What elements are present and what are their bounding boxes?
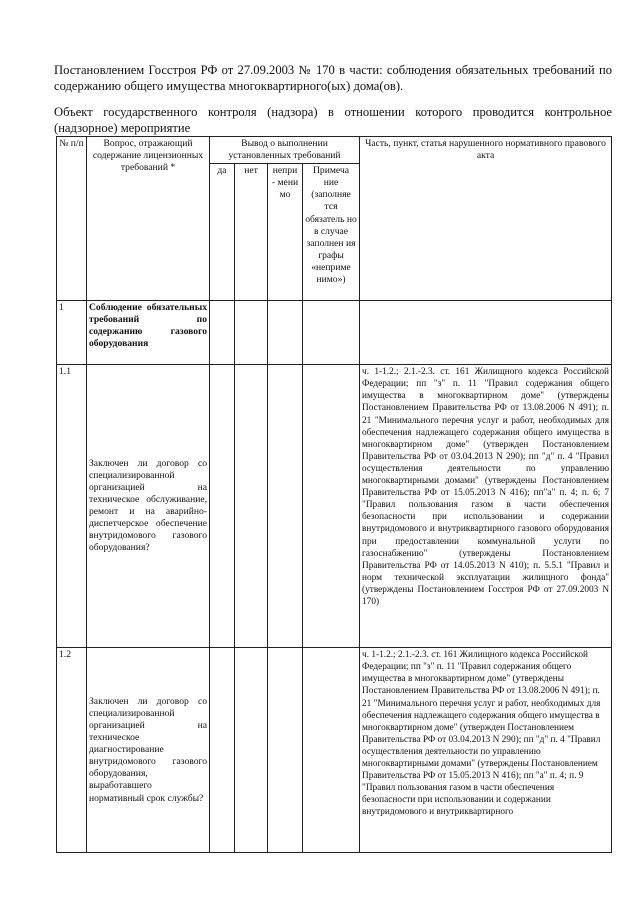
cell-yes — [210, 365, 235, 648]
table-header-row — [57, 137, 612, 164]
row-question: Заключен ли договор со специализированной организацией на техническое обслуживание, ремонт и на аварийно-диспетчерское обеспечение внутридомового газового оборудования? — [87, 365, 210, 648]
cell-note — [303, 365, 360, 648]
row-question: Соблюдение обязательных требований по содержанию газового оборудования — [87, 301, 210, 365]
row-num: 1 — [57, 301, 87, 365]
cell-not-applicable — [268, 301, 303, 365]
cell-no — [235, 301, 268, 365]
cell-note — [303, 301, 360, 365]
row-law — [360, 301, 612, 365]
table-row — [57, 648, 612, 853]
header-no: нет — [235, 164, 268, 301]
table-row — [57, 301, 612, 365]
row-num: 1.2 — [57, 648, 87, 853]
header-not-applicable: непри - мени мо — [268, 164, 303, 301]
header-law: Часть, пункт, статья нарушенного нормативного правового акта — [360, 137, 612, 301]
row-num: 1.1 — [57, 365, 87, 648]
header-note: Примеча ние (заполняе тся обязатель но в случае заполнен ия графы «неприме нимо») — [303, 164, 360, 301]
cell-yes — [210, 301, 235, 365]
checklist-table — [56, 136, 612, 853]
cell-note — [303, 648, 360, 853]
cell-yes — [210, 648, 235, 853]
cell-not-applicable — [268, 365, 303, 648]
row-law: ч. 1-1.2.; 2.1.-2.3. ст. 161 Жилищного кодекса Российской Федерации; пп "з" п. 11 "Правил содержания общего имущества в многоквартирном доме" (утверждены Постановлением Правительства РФ от 13.08.2006 N 491); п. 21 "Минимального перечня услуг и работ, необходимых для обеспечения надлежащего содержания общего имущества в многоквартирном доме" (утвержден Постановлением Правительства РФ от 03.04.2013 N 290); пп "д" п. 4 "Правил осуществления деятельности по управлению многоквартирными домами" (утверждены Постановлением Правительства РФ от 15.05.2013 N 416); пп "а" п. 4; п. 9 "Правил пользования газом в части обеспечения безопасности при использовании и содержании внутридомового и внутриквартирного — [360, 648, 612, 853]
table-row — [57, 365, 612, 648]
header-num: № п/п — [57, 137, 87, 301]
row-law: ч. 1-1.2.; 2.1.-2.3. ст. 161 Жилищного кодекса Российской Федерации; пп "з" п. 11 "Правил содержания общего имущества в многоквартирном доме" (утверждены Постановлением Правительства РФ от 13.08.2006 N 491); п. 21 "Минимального перечня услуг и работ, необходимых для обеспечения надлежащего содержания общего имущества в многоквартирном доме" (утвержден Постановлением Правительства РФ от 03.04.2013 N 290); пп "д" п. 4 "Правил осуществления деятельности по управлению многоквартирными домами" (утверждены Постановлением Правительства РФ от 15.05.2013 N 416); пп"а" п. 4; п. 6; 7 "Правил пользования газом в части обеспечения безопасности при использовании и содержании внутридомового и внутриквартирного газового оборудования при предоставлении коммунальной услуги по газоснабжению" (утверждены Постановлением Правительства РФ от 14.05.2013 N 410); п. 5.5.1 "Правил и норм технической эксплуатации жилищного фонда" (утверждены Постановлением Госстроя РФ от 27.09.2003 N 170) — [360, 365, 612, 648]
header-conclusion: Вывод о выполнении установленных требований — [210, 137, 360, 164]
cell-no — [235, 648, 268, 853]
row-question: Заключен ли договор со специализированной организацией на техническое диагностирование внутридомового газового оборудования, выработавшего нормативный срок службы? — [87, 648, 210, 853]
intro-paragraph-regulation: Постановлением Госстроя РФ от 27.09.2003 № 170 в части: соблюдения обязательных требований по содержанию общего имущества многоквартирного(ых) дома(ов). — [54, 63, 612, 93]
cell-no — [235, 365, 268, 648]
cell-not-applicable — [268, 648, 303, 853]
header-yes: да — [210, 164, 235, 301]
intro-paragraph-object: Объект государственного контроля (надзора) в отношении которого проводится контрольное (надзорное) мероприятие — [54, 105, 612, 135]
header-question: Вопрос, отражающий содержание лицензионных требований * — [87, 137, 210, 301]
